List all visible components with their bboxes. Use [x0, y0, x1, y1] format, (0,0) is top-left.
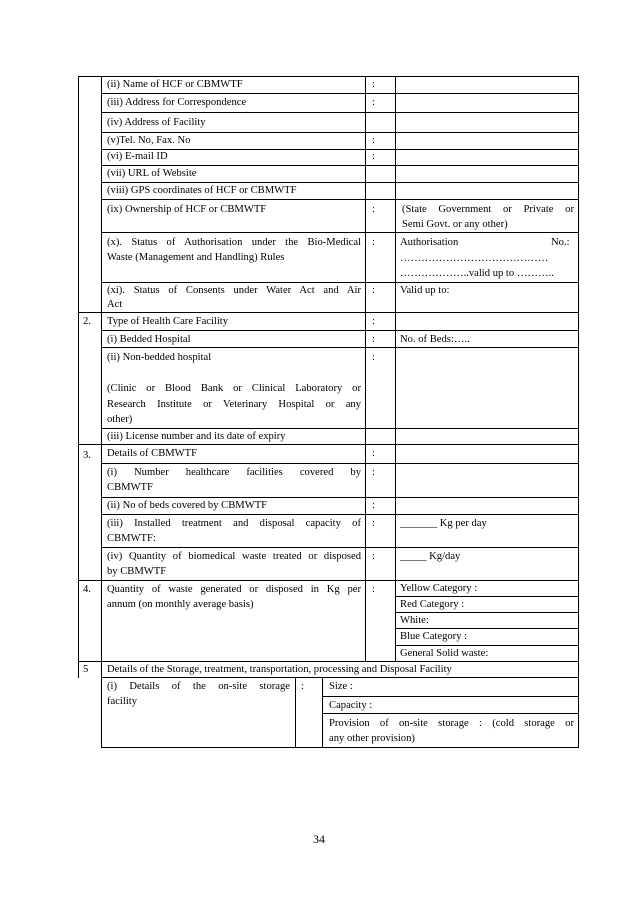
section-number: 3.	[83, 450, 91, 461]
table-right-border	[578, 76, 579, 748]
row-divider	[101, 514, 579, 515]
colon: :	[372, 204, 375, 215]
ownership-options: (State Government or Private or	[402, 204, 574, 215]
ownership-options-cont: Semi Govt. or any other)	[402, 219, 508, 230]
row-divider	[101, 547, 579, 548]
colon: :	[372, 500, 375, 511]
field-label: (ii) No of beds covered by CBMWTF	[107, 500, 268, 511]
field-label: (iii) License number and its date of expiry	[107, 431, 286, 442]
row-divider	[101, 677, 579, 678]
row-divider	[101, 463, 579, 464]
red-category: Red Category :	[400, 599, 465, 610]
table-left-border	[78, 76, 79, 678]
yellow-category: Yellow Category :	[400, 583, 478, 594]
colon: :	[372, 135, 375, 146]
table-bottom-border	[101, 747, 579, 748]
field-label: (xi). Status of Consents under Water Act and Air	[107, 285, 361, 296]
authorisation-no: No.:	[551, 237, 570, 248]
row-divider	[101, 199, 579, 200]
colon: :	[372, 97, 375, 108]
field-label: (iv) Address of Facility	[107, 117, 206, 128]
valid-up-to: Valid up to:	[400, 285, 450, 296]
section-title-cont: annum (on monthly average basis)	[107, 599, 254, 610]
facility-types-cont: Research Institute or Veterinary Hospital or any	[107, 399, 361, 410]
section-title: Details of CBMWTF	[107, 448, 198, 459]
field-label: (i) Details of the on-site storage	[107, 681, 290, 692]
row-divider	[101, 232, 579, 233]
row-divider	[101, 330, 579, 331]
storage-size: Size :	[329, 681, 353, 692]
quantity-value: _____ Kg/day	[400, 551, 461, 562]
section-divider	[78, 312, 579, 313]
section-number: 4.	[83, 584, 91, 595]
storage-provision-cont: any other provision)	[329, 733, 415, 744]
white-category: White:	[400, 615, 429, 626]
section-number: 5	[83, 664, 89, 675]
colon: :	[372, 448, 375, 459]
field-label: (i) Number healthcare facilities covered by	[107, 467, 361, 478]
field-label: (ii) Non-bedded hospital	[107, 352, 212, 363]
colon: :	[372, 316, 375, 327]
colon-col-right	[395, 76, 396, 662]
field-label-cont: CBMWTF:	[107, 533, 156, 544]
page-number: 34	[313, 832, 325, 846]
colon: :	[372, 518, 375, 529]
colon: :	[301, 681, 304, 692]
section-number: 2.	[83, 316, 91, 327]
field-label: (i) Bedded Hospital	[107, 334, 191, 345]
field-label-cont: facility	[107, 696, 138, 707]
section-title: Details of the Storage, treatment, transportation, processing and Disposal Facility	[107, 664, 452, 675]
authorisation-validity: ………………..valid up to ………..	[400, 268, 554, 279]
blue-category: Blue Category :	[400, 631, 468, 642]
field-label-cont: CBMWTF	[107, 482, 153, 493]
field-label: (x). Status of Authorisation under the Bio-Medical	[107, 237, 361, 248]
colon: :	[372, 151, 375, 162]
section-divider	[78, 580, 579, 581]
field-label: (iii) Address for Correspondence	[107, 97, 247, 108]
colon: :	[372, 285, 375, 296]
colon: :	[372, 334, 375, 345]
field-label: (ii) Name of HCF or CBMWTF	[107, 79, 243, 90]
field-label: (v)Tel. No, Fax. No	[107, 135, 191, 146]
field-label: (viii) GPS coordinates of HCF or CBMWTF	[107, 185, 297, 196]
field-label-cont: Waste (Management and Handling) Rules	[107, 252, 285, 263]
number-of-beds: No. of Beds:…..	[400, 334, 470, 345]
field-label: (vi) E-mail ID	[107, 151, 168, 162]
capacity-value: _______ Kg per day	[400, 518, 487, 529]
field-label: (ix) Ownership of HCF or CBMWTF	[107, 204, 267, 215]
storage-col-right	[322, 677, 323, 748]
authorisation-dots: ……………………………………	[400, 253, 549, 264]
facility-types: (Clinic or Blood Bank or Clinical Laboratory or	[107, 383, 361, 394]
section-title: Quantity of waste generated or disposed in Kg per	[107, 584, 361, 595]
row-divider	[101, 347, 579, 348]
storage-divider	[322, 696, 579, 697]
section-title: Type of Health Care Facility	[107, 316, 229, 327]
authorisation-label: Authorisation	[400, 237, 459, 248]
colon: :	[372, 79, 375, 90]
storage-col-left	[295, 677, 296, 748]
colon: :	[372, 584, 375, 595]
inner-left-border	[101, 76, 102, 748]
field-label-cont: by CBMWTF	[107, 566, 167, 577]
colon: :	[372, 352, 375, 363]
field-label: (vii) URL of Website	[107, 168, 197, 179]
colon-col-left	[365, 76, 366, 662]
storage-divider	[322, 713, 579, 714]
colon: :	[372, 551, 375, 562]
facility-types-end: other)	[107, 414, 133, 425]
row-divider	[101, 93, 579, 94]
section-divider	[78, 444, 579, 445]
row-divider	[101, 149, 579, 150]
field-label: (iii) Installed treatment and disposal capacity of	[107, 518, 361, 529]
storage-capacity: Capacity :	[329, 700, 373, 711]
field-label-cont: Act	[107, 299, 123, 310]
row-divider	[101, 112, 579, 113]
colon: :	[372, 467, 375, 478]
general-solid-waste: General Solid waste:	[400, 648, 489, 659]
field-label: (iv) Quantity of biomedical waste treated or disposed	[107, 551, 361, 562]
colon: :	[372, 237, 375, 248]
storage-provision: Provision of on-site storage : (cold storage or	[329, 718, 574, 729]
